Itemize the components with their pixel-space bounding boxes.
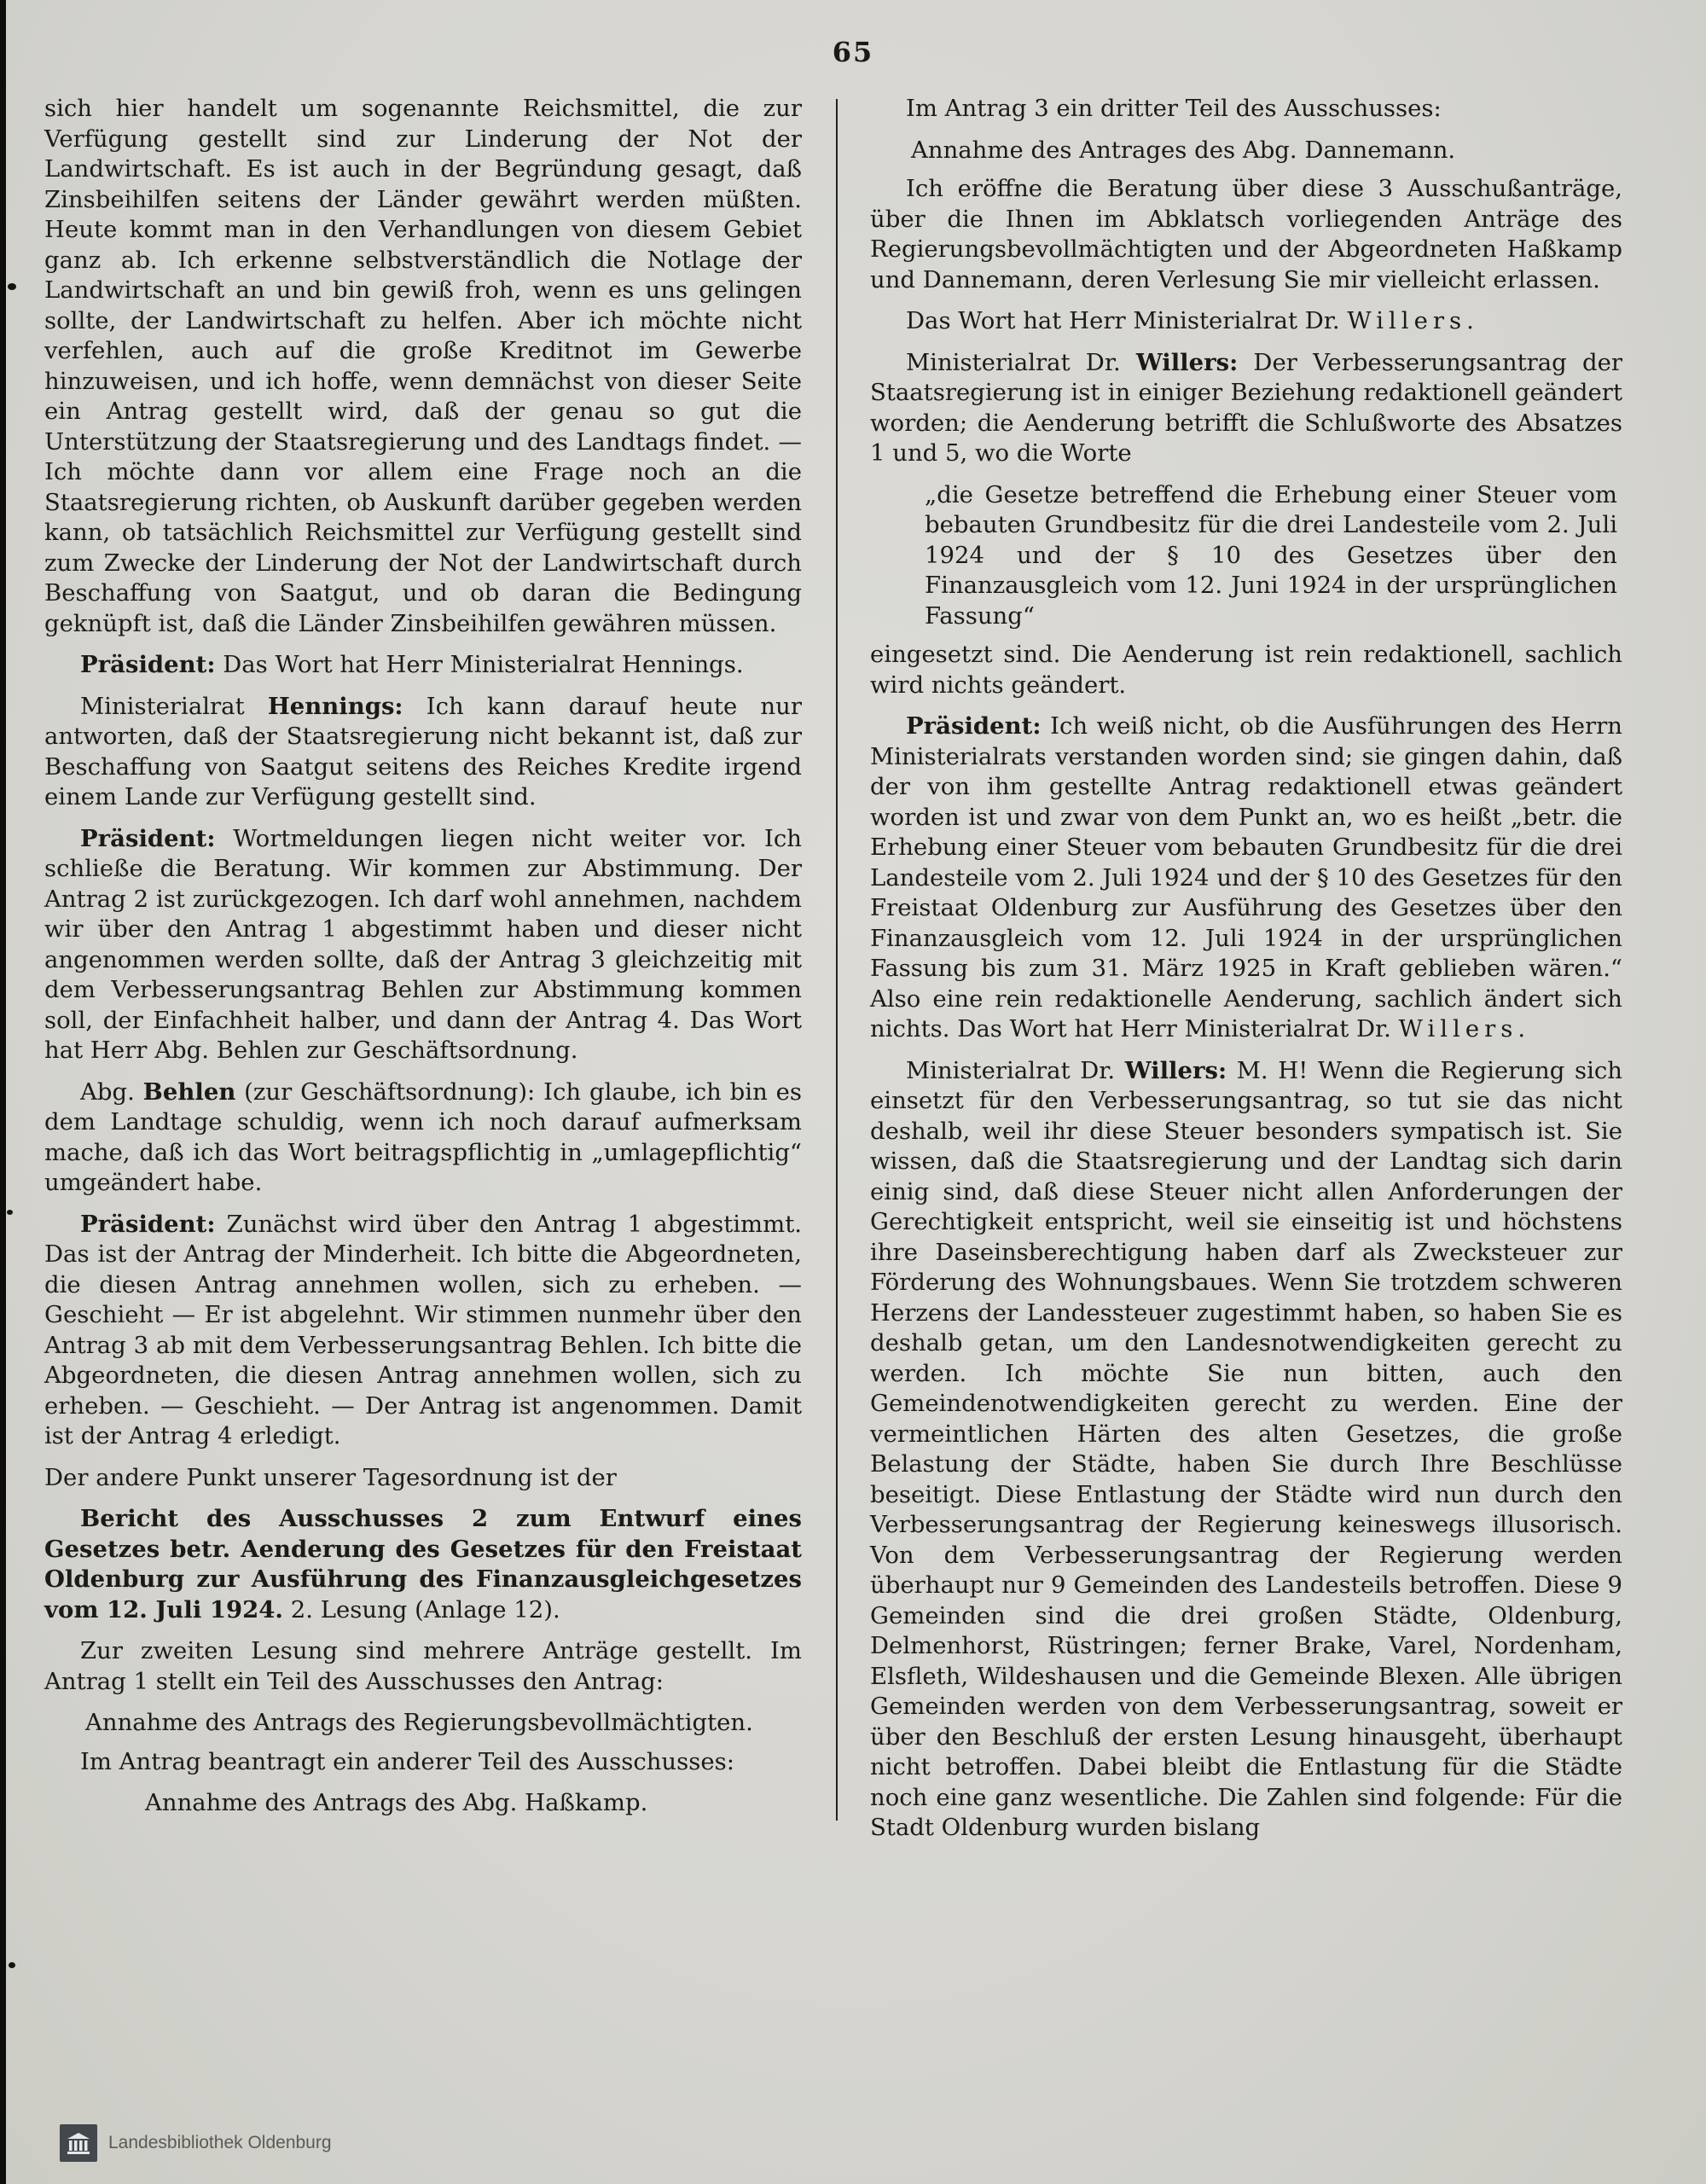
scan-speck (7, 1210, 13, 1215)
quote-block: „die Gesetze betreffend die Erhebung einer Steuer vom bebauten Grundbesitz für die drei Landesteile vom 2. Juli 1924 und der § 10 des Gesetzes über den Finanzausgleich vom 12. Juni 1924 in der ursprünglichen Fassung“ (925, 480, 1617, 630)
scan-speck (9, 1962, 15, 1968)
page-body (0, 68, 1706, 1855)
agenda-transition-line: Der andere Punkt unserer Tagesordnung ist der (44, 1463, 617, 1491)
speech-paragraph: Im Antrag 3 ein dritter Teil des Ausschusses: (906, 95, 1442, 122)
scan-edge-left (0, 0, 6, 2184)
speech-paragraph: Im Antrag beantragt ein anderer Teil des Ausschusses: (80, 1747, 735, 1775)
motion-line: Annahme des Antrags des Regierungsbevollmächtigten. (85, 1709, 753, 1736)
speech-continuation-paragraph: sich hier handelt um sogenannte Reichsmittel, die zur Verfügung gestellt sind zur Linderung der Not der Landwirtschaft. Es ist auch in der Begründung gesagt, daß Zinsbeihilfen seitens der Länder gewährt werden müßten. Heute kommt man in den Verhandlungen von diesem Gebiet ganz ab. Ich erkenne selbstverständlich die Notlage der Landwirtschaft an und bin gewiß froh, wenn es uns gelingen sollte, der Landwirtschaft zu helfen. Aber ich möchte nicht verfehlen, auch auf die große Kreditnot im Gewerbe hinzuweisen, und ich hoffe, wenn demnächst von dieser Seite ein Antrag gestellt wird, daß der genau so gut die Unterstützung der Staatsregierung und des Landtags findet. — Ich möchte dann vor allem eine Frage noch an die Staatsregierung richten, ob Auskunft darüber gegeben werden kann, ob tatsächlich Reichsmittel zur Verfügung gestellt sind zum Zwecke der Linderung der Not der Landwirtschaft durch Beschaffung von Saatgut, und ob daran die Bedingung geknüpft ist, daß die Länder Zinsbeihilfen gewähren müssen. (44, 95, 802, 637)
speaker-paragraph-praesident: Präsident: Ich weiß nicht, ob die Ausführungen des Herrn Ministerialrats verstanden worden sind; sie gingen dahin, daß der von ihm gestellte Antrag redaktionell etwas geändert worden ist und zwar von dem Punkt an, wo es heißt „betr. die Erhebung einer Steuer vom bebauten Grundbesitz für die drei Landesteile vom 2. Juli 1924 und der § 10 des Gesetzes für den Freistaat Oldenburg zur Ausführung des Gesetzes über den Finanzausgleich vom 12. Juli 1924 in der ursprünglichen Fassung bis zum 31. März 1925 in Kraft geblieben wären.“ Also eine rein redaktionelle Aenderung, sachlich ändert sich nichts. Das Wort hat Herr Ministerialrat Dr. Willers. (870, 712, 1622, 1043)
speaker-paragraph-hennings: Ministerialrat Hennings: Ich kann darauf heute nur antworten, daß der Staatsregierung nicht bekannt ist, daß zur Beschaffung von Saatgut seitens des Reiches Kredite irgend einem Lande zur Verfügung gestellt sind. (44, 692, 802, 810)
speaker-paragraph-behlen: Abg. Behlen (zur Geschäftsordnung): Ich glaube, ich bin es dem Landtage schuldig, wenn ich noch darauf aufmerksam mache, daß ich das Wort beitragspflichtig in „umlagepflichtig“ umgeändert habe. (44, 1077, 802, 1196)
speech-paragraph: eingesetzt sind. Die Aenderung ist rein redaktionell, sachlich wird nichts geändert. (870, 641, 1622, 699)
speech-paragraph: Zur zweiten Lesung sind mehrere Anträge gestellt. Im Antrag 1 stellt ein Teil des Ausschusses den Antrag: (44, 1637, 802, 1695)
library-logo-icon (60, 2124, 97, 2162)
page-number: 65 (832, 36, 874, 68)
library-stamp (60, 2124, 332, 2162)
speaker-paragraph-praesident: Präsident: Das Wort hat Herr Ministerialrat Hennings. (80, 651, 744, 678)
speech-paragraph: Ich eröffne die Beratung über diese 3 Ausschußanträge, über die Ihnen im Abklatsch vorliegenden Anträge des Regierungsbevollmächtigten und der Abgeordneten Haßkamp und Dannemann, deren Verlesung Sie mir vielleicht erlassen. (870, 175, 1622, 293)
speaker-paragraph-praesident: Präsident: Wortmeldungen liegen nicht weiter vor. Ich schließe die Beratung. Wir kommen zur Abstimmung. Der Antrag 2 ist zurückgezogen. Ich darf wohl annehmen, nachdem wir über den Antrag 1 abgestimmt haben und dieser nicht angenommen werden sollte, daß der Antrag 3 gleichzeitig mit dem Verbesserungsantrag Behlen zur Abstimmung kommen soll, der Einfachheit halber, und dann der Antrag 4. Das Wort hat Herr Abg. Behlen zur Geschäftsordnung. (44, 824, 802, 1064)
speech-paragraph: Das Wort hat Herr Ministerialrat Dr. Willers. (906, 307, 1474, 334)
speaker-paragraph-praesident: Präsident: Zunächst wird über den Antrag 1 abgestimmt. Das ist der Antrag der Minderheit. Ich bitte die Abgeordneten, die diesen Antrag annehmen wollen, sich zu erheben. — Geschieht — Er ist abgelehnt. Wir stimmen nunmehr über den Antrag 3 ab mit dem Verbesserungsantrag Behlen. Ich bitte die Abgeordneten, die diesen Antrag annehmen wollen, sich zu erheben. — Geschieht. — Der Antrag ist angenommen. Damit ist der Antrag 4 erledigt. (44, 1210, 802, 1449)
scan-speck (8, 283, 16, 290)
left-column (44, 94, 802, 1855)
speaker-paragraph-willers: Ministerialrat Dr. Willers: Der Verbesserungsantrag der Staatsregierung ist in einiger Beziehung redaktionell geändert worden; die Aenderung betrifft die Schlußworte des Absatzes 1 und 5, wo die Worte (870, 348, 1622, 467)
agenda-heading: Bericht des Ausschusses 2 zum Entwurf eines Gesetzes betr. Aenderung des Gesetzes für den Freistaat Oldenburg zur Ausführung des Finanzausgleichgesetzes vom 12. Juli 1924. 2. Lesung (Anlage 12). (44, 1505, 802, 1623)
speaker-paragraph-willers: Ministerialrat Dr. Willers: M. H! Wenn die Regierung sich einsetzt für den Verbesserungsantrag, so tut sie das nicht deshalb, weil ihr diese Steuer besonders sympatisch ist. Sie wissen, daß die Staatsregierung und der Landtag sich darin einig sind, daß diese Steuer nicht allen Anforderungen der Gerechtigkeit entspricht, weil sie einseitig ist und höchstens ihre Daseinsberechtigung haben darf als Zwecksteuer zur Förderung des Wohnungsbaues. Wenn Sie trotzdem schweren Herzens der Landessteuer zugestimmt haben, so haben Sie es deshalb getan, um den Landesnotwendigkeiten gerecht zu werden. Ich möchte Sie nun bitten, auch den Gemeindenotwendigkeiten gerecht zu werden. Eine der vermeintlichen Härten des alten Gesetzes, die große Belastung der Städte, haben Sie durch Ihre Beschlüsse beseitigt. Diese Entlastung der Städte wird nun durch den Verbesserungsantrag der Regierung keineswegs illusorisch. Von dem Verbesserungsantrag der Regierung werden überhaupt nur 9 Gemeinden des Landesteils betroffen. Diese 9 Gemeinden sind die drei großen Städte, Oldenburg, Delmenhorst, Rüstringen; ferner Brake, Varel, Nordenham, Elsfleth, Wildeshausen und die Gemeinde Blexen. Alle übrigen Gemeinden werden von dem Verbesserungsantrag, soweit er über den Beschluß der ersten Lesung hinausgeht, überhaupt nicht betroffen. Dabei bleibt die Entlastung für die Städte noch eine ganz wesentliche. Die Zahlen sind folgende: Für die Stadt Oldenburg wurden bislang (870, 1056, 1622, 1841)
motion-line: Annahme des Antrags des Abg. Haßkamp. (145, 1789, 648, 1816)
motion-line: Annahme des Antrages des Abg. Dannemann. (911, 136, 1456, 164)
column-divider (836, 99, 838, 1821)
right-column (870, 94, 1622, 1855)
library-name: Landesbibliothek Oldenburg (108, 2133, 332, 2152)
